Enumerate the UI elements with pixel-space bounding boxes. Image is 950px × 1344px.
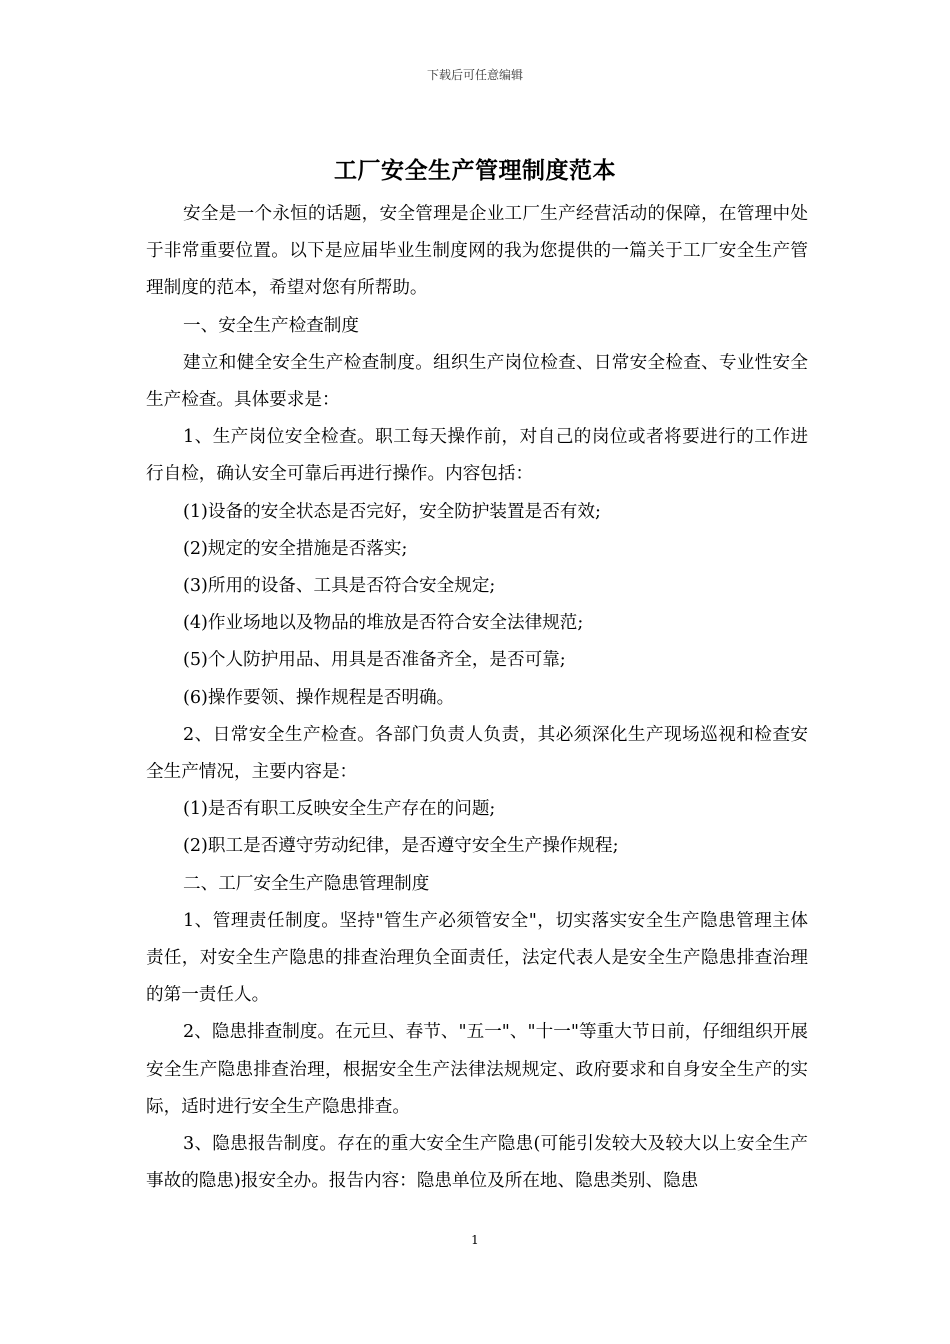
list-item: (3)所用的设备、工具是否符合安全规定; (183, 576, 496, 597)
paragraph: 2、隐患排查制度。在元旦、春节、"五一"、"十一"等重大节日前，仔细组织开展安全生产隐患排查治理，根据安全生产法律法规规定、政府要求和自身安全生产的实际，适时进行安全生产隐患排查。 (146, 1022, 808, 1117)
paragraph: 建立和健全安全生产检查制度。组织生产岗位检查、日常安全检查、专业性安全生产检查。具体要求是： (146, 352, 808, 411)
page-number: 1 (471, 1233, 479, 1247)
document-body (146, 196, 808, 1200)
list-item: (1)设备的安全状态是否完好，安全防护装置是否有效; (183, 501, 601, 522)
document-title: 工厂安全生产管理制度范本 (334, 158, 616, 184)
list-item: (5)个人防护用品、用具是否准备齐全，是否可靠; (183, 650, 566, 671)
list-item: (1)是否有职工反映安全生产存在的问题; (183, 799, 496, 820)
list-item: (6)操作要领、操作规程是否明确。 (183, 687, 455, 708)
paragraph: 2、日常安全生产检查。各部门负责人负责，其必须深化生产现场巡视和检查安全生产情况，主要内容是： (146, 724, 808, 783)
section-heading: 二、工厂安全生产隐患管理制度 (183, 873, 430, 894)
section-heading: 一、安全生产检查制度 (183, 315, 359, 336)
paragraph: 1、生产岗位安全检查。职工每天操作前，对自己的岗位或者将要进行的工作进行自检，确认安全可靠后再进行操作。内容包括： (146, 427, 808, 485)
paragraph: 1、管理责任制度。坚持"管生产必须管安全"，切实落实安全生产隐患管理主体责任，对安全生产隐患的排查治理负全面责任，法定代表人是安全生产隐患排查治理的第一责任人。 (146, 910, 808, 1006)
list-item: (2)规定的安全措施是否落实; (183, 538, 408, 559)
list-item: (2)职工是否遵守劳动纪律，是否遵守安全生产操作规程; (183, 836, 619, 857)
list-item: (4)作业场地以及物品的堆放是否符合安全法律规范; (183, 613, 584, 634)
paragraph: 安全是一个永恒的话题，安全管理是企业工厂生产经营活动的保障，在管理中处于非常重要位置。以下是应届毕业生制度网的我为您提供的一篇关于工厂安全生产管理制度的范本，希望对您有所帮助。 (146, 204, 808, 299)
page-header: 下载后可任意编辑 (426, 68, 523, 82)
paragraph: 3、隐患报告制度。存在的重大安全生产隐患(可能引发较大及较大以上安全生产事故的隐患)报安全办。报告内容：隐患单位及所在地、隐患类别、隐患 (146, 1134, 808, 1192)
